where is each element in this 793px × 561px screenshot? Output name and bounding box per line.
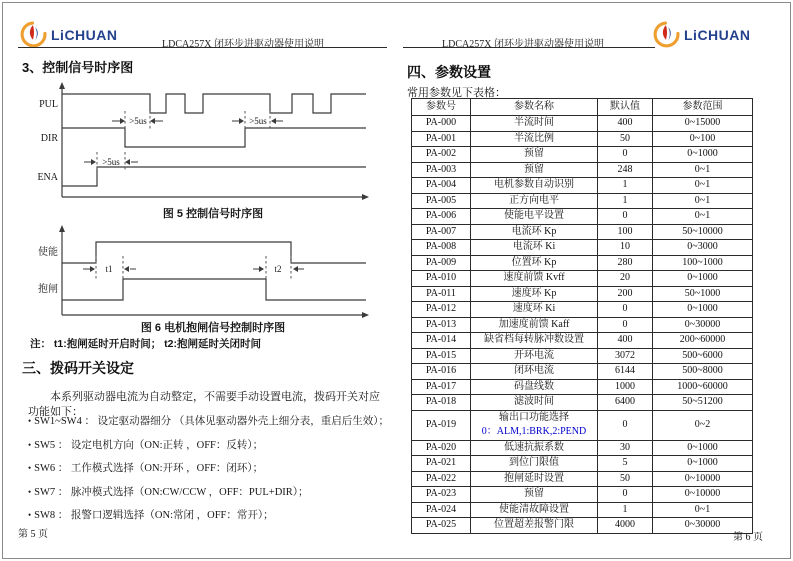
dip-switch-item <box>28 457 387 481</box>
param-row <box>412 379 753 395</box>
param-name: 速度环 Ki <box>512 303 556 314</box>
param-row <box>412 240 753 256</box>
param-range-cell: 0~1 <box>653 209 753 225</box>
param-name: 开环电流 <box>514 349 554 361</box>
param-name: 电流环 Ki <box>512 241 556 252</box>
param-name: 缺省档每转脉冲数设置 <box>484 334 584 345</box>
page-6 <box>403 18 777 550</box>
fig5-annotation-1: >5us <box>129 116 147 126</box>
page-number-left: 第 5 页 <box>18 529 48 540</box>
param-default-cell: 3072 <box>598 348 653 364</box>
param-default-cell: 0 <box>598 317 653 333</box>
param-name: 位置环 Kp <box>511 256 557 268</box>
param-name-cell <box>471 193 598 209</box>
param-range-cell: 0~3000 <box>653 240 753 256</box>
param-row <box>412 178 753 194</box>
param-name-cell <box>471 379 598 395</box>
param-default-cell: 50 <box>598 131 653 147</box>
param-default-cell: 400 <box>598 116 653 132</box>
param-name: 码盘线数 <box>514 380 554 392</box>
param-row <box>412 302 753 318</box>
param-name-cell <box>471 456 598 472</box>
param-name-cell <box>471 395 598 411</box>
section-dip-heading: 三、拨码开关设定 <box>22 360 134 376</box>
param-name: 加速度前馈 Kaff <box>498 318 570 330</box>
param-name-cell <box>471 364 598 380</box>
param-range-cell: 100~1000 <box>653 255 753 271</box>
param-name-cell <box>471 302 598 318</box>
param-default-cell: 0 <box>598 487 653 503</box>
fig5-label-dir: DIR <box>40 133 58 144</box>
param-default-cell: 1 <box>598 193 653 209</box>
fig5-timing-diagram <box>26 80 378 202</box>
param-default-cell: 1 <box>598 178 653 194</box>
col-header-range: 参数范围 <box>653 99 753 116</box>
fig6-label-enable: 使能 <box>38 247 58 258</box>
col-header-default: 默认值 <box>598 99 653 116</box>
param-default-cell: 400 <box>598 333 653 349</box>
bullet-icon: • <box>28 510 32 520</box>
page-number-right: 第 6 页 <box>733 532 763 543</box>
param-default-cell: 20 <box>598 271 653 287</box>
fig6-label-brake: 抱闸 <box>38 284 58 295</box>
fig5-annotation-2: >5us <box>249 116 267 126</box>
param-table <box>411 98 753 534</box>
bullet-icon: • <box>28 463 32 473</box>
param-range-cell: 0~1000 <box>653 440 753 456</box>
param-id-cell: PA-007 <box>412 224 471 240</box>
dip-switch-text: SW8 ： 报警口逻辑选择（ON:常闭 ，OFF：常开）； <box>34 510 274 521</box>
param-id-cell: PA-003 <box>412 162 471 178</box>
param-row <box>412 147 753 163</box>
param-name-cell <box>471 348 598 364</box>
param-id-cell: PA-018 <box>412 395 471 411</box>
param-name-cell <box>471 487 598 503</box>
param-name-cell <box>471 440 598 456</box>
fig5-label-pul: PUL <box>39 99 58 110</box>
bullet-icon: • <box>28 486 32 497</box>
param-name: 预留 <box>524 148 544 159</box>
param-default-cell: 6144 <box>598 364 653 380</box>
param-row <box>412 317 753 333</box>
param-range-cell: 0~10000 <box>653 471 753 487</box>
dip-switch-item <box>28 434 387 458</box>
param-id-cell: PA-020 <box>412 440 471 456</box>
param-table-header-row <box>412 99 753 116</box>
param-range-cell: 0~1 <box>653 162 753 178</box>
col-header-name: 参数名称 <box>471 99 598 116</box>
param-range-cell: 50~1000 <box>653 286 753 302</box>
param-name: 到位门限值 <box>509 457 559 468</box>
param-id-cell: PA-011 <box>412 286 471 302</box>
param-default-cell: 30 <box>598 440 653 456</box>
param-range-cell: 1000~60000 <box>653 379 753 395</box>
param-name-cell <box>471 286 598 302</box>
param-range-cell: 0~1000 <box>653 456 753 472</box>
param-row <box>412 333 753 349</box>
param-row <box>412 487 753 503</box>
param-row <box>412 502 753 518</box>
param-name-cell <box>471 162 598 178</box>
page-5 <box>18 18 389 550</box>
fig6-timing-diagram <box>26 222 378 320</box>
param-id-cell: PA-001 <box>412 131 471 147</box>
dip-switch-item <box>28 481 387 505</box>
fig6-note: 注： t1:抱闸延时开启时间； t2:抱闸延时关闭时间 <box>30 338 261 350</box>
param-id-cell: PA-013 <box>412 317 471 333</box>
param-id-cell: PA-005 <box>412 193 471 209</box>
param-id-cell: PA-025 <box>412 518 471 534</box>
param-id-cell: PA-004 <box>412 178 471 194</box>
param-id-cell: PA-022 <box>412 471 471 487</box>
dip-intro: 本系列驱动器电流为自动整定，不需要手动设置电流，拨码开关对应功能如下： <box>28 391 380 418</box>
param-default-cell: 200 <box>598 286 653 302</box>
doc-title: LDCA257X 闭环步进驱动器使用说明 <box>162 39 324 50</box>
param-name-cell <box>471 333 598 349</box>
param-id-cell: PA-000 <box>412 116 471 132</box>
param-name-cell <box>471 131 598 147</box>
param-name: 预留 <box>524 163 544 175</box>
param-table-container <box>411 98 753 534</box>
param-name: 电机参数自动识别 <box>494 179 574 190</box>
param-default-cell: 100 <box>598 224 653 240</box>
param-name-cell <box>471 502 598 518</box>
param-default-cell: 0 <box>598 147 653 163</box>
param-name: 输出口功能选择 <box>499 412 569 423</box>
param-name-cell <box>471 317 598 333</box>
section3-heading: 3、控制信号时序图 <box>22 60 134 75</box>
param-name-cell <box>471 209 598 225</box>
param-row <box>412 364 753 380</box>
param-name-cell <box>471 240 598 256</box>
dip-switch-item <box>28 504 387 528</box>
param-row <box>412 224 753 240</box>
param-name: 预留 <box>524 488 544 499</box>
param-name-cell <box>471 178 598 194</box>
param-id-cell: PA-012 <box>412 302 471 318</box>
param-row <box>412 456 753 472</box>
param-name: 滤波时间 <box>514 396 554 407</box>
param-name-cell <box>471 116 598 132</box>
fig6-t2-label: t2 <box>274 264 282 274</box>
param-default-cell: 0 <box>598 209 653 225</box>
param-id-cell: PA-021 <box>412 456 471 472</box>
param-range-cell: 0~1 <box>653 178 753 194</box>
param-default-cell: 5 <box>598 456 653 472</box>
param-id-cell: PA-002 <box>412 147 471 163</box>
param-name: 速度环 Kp <box>511 287 557 299</box>
param-default-cell: 6400 <box>598 395 653 411</box>
col-header-id: 参数号 <box>412 99 471 116</box>
param-name-cell <box>471 255 598 271</box>
param-id-cell: PA-014 <box>412 333 471 349</box>
param-range-cell: 200~60000 <box>653 333 753 349</box>
section4-heading: 四、参数设置 <box>407 64 491 80</box>
param-name-options: 0：ALM,1:BRK,2:PEND <box>481 426 587 437</box>
dip-switch-text: SW1~SW4 ： 设定驱动器细分 （具体见驱动器外壳上细分表，重启后生效）； <box>34 416 389 427</box>
dip-switch-text: SW5 ： 设定电机方向（ON:正转 ，OFF：反转）； <box>34 439 264 451</box>
param-range-cell: 0~30000 <box>653 317 753 333</box>
param-row <box>412 193 753 209</box>
param-row <box>412 116 753 132</box>
header-rule <box>18 47 387 48</box>
param-range-cell: 0~1 <box>653 502 753 518</box>
param-row <box>412 131 753 147</box>
param-name: 抱闸延时设置 <box>504 472 564 484</box>
param-name: 正方向电平 <box>509 194 559 206</box>
doc-title-right: LDCA257X 闭环步进驱动器使用说明 <box>442 39 604 50</box>
header-rule-right <box>403 47 655 48</box>
param-default-cell: 248 <box>598 162 653 178</box>
lichuan-logo-right <box>653 21 751 48</box>
param-range-cell: 50~51200 <box>653 395 753 411</box>
param-row <box>412 209 753 225</box>
fig6-caption: 图 6 电机抱闸信号控制时序图 <box>140 322 286 334</box>
param-row <box>412 286 753 302</box>
param-name-cell <box>471 410 598 440</box>
param-id-cell: PA-008 <box>412 240 471 256</box>
param-range-cell: 500~8000 <box>653 364 753 380</box>
param-name: 半流时间 <box>514 117 554 128</box>
param-range-cell: 500~6000 <box>653 348 753 364</box>
param-default-cell: 0 <box>598 302 653 318</box>
param-default-cell: 280 <box>598 255 653 271</box>
param-range-cell: 0~1000 <box>653 271 753 287</box>
brand-wordmark: LiCHUAN <box>684 26 751 43</box>
lichuan-logo-icon <box>20 21 47 48</box>
dip-switch-list <box>28 410 387 528</box>
param-name-cell <box>471 471 598 487</box>
param-name-cell <box>471 147 598 163</box>
param-row <box>412 471 753 487</box>
param-range-cell: 0~100 <box>653 131 753 147</box>
param-range-cell: 0~10000 <box>653 487 753 503</box>
param-default-cell: 1 <box>598 502 653 518</box>
param-id-cell: PA-016 <box>412 364 471 380</box>
lichuan-logo-icon <box>653 21 680 48</box>
param-row <box>412 348 753 364</box>
dip-switch-item <box>28 410 387 434</box>
param-name: 电流环 Kp <box>511 225 557 237</box>
param-row <box>412 255 753 271</box>
dip-switch-text: SW6 ： 工作模式选择（ON:开环 ，OFF：闭环）； <box>34 463 264 474</box>
param-table-body <box>412 116 753 534</box>
dip-switch-text: SW7 ： 脉冲模式选择（ON:CW/CCW ，OFF：PUL+DIR）； <box>34 486 309 498</box>
param-name: 半流比例 <box>514 132 554 144</box>
fig5-annotation-3: >5us <box>102 157 120 167</box>
param-id-cell: PA-009 <box>412 255 471 271</box>
param-default-cell: 0 <box>598 410 653 440</box>
param-range-cell: 0~2 <box>653 410 753 440</box>
param-id-cell: PA-015 <box>412 348 471 364</box>
bullet-icon: • <box>28 439 32 450</box>
param-id-cell: PA-024 <box>412 502 471 518</box>
param-default-cell: 50 <box>598 471 653 487</box>
param-row <box>412 410 753 440</box>
param-id-cell: PA-023 <box>412 487 471 503</box>
param-range-cell: 0~15000 <box>653 116 753 132</box>
param-default-cell: 4000 <box>598 518 653 534</box>
fig5-label-ena: ENA <box>37 172 58 183</box>
param-row <box>412 271 753 287</box>
param-name: 位置超差报警门限 <box>494 519 574 530</box>
table-intro: 常用参数见下表格： <box>407 87 506 99</box>
param-range-cell: 50~10000 <box>653 224 753 240</box>
param-name: 使能清故障设置 <box>499 503 569 515</box>
param-row <box>412 395 753 411</box>
bullet-icon: • <box>28 416 32 426</box>
fig5-caption: 图 5 控制信号时序图 <box>162 208 264 220</box>
param-name: 低速抗振系数 <box>504 441 564 453</box>
brand-wordmark: LiCHUAN <box>51 26 118 43</box>
param-default-cell: 10 <box>598 240 653 256</box>
param-name-cell <box>471 271 598 287</box>
param-range-cell: 0~1 <box>653 193 753 209</box>
param-id-cell: PA-010 <box>412 271 471 287</box>
param-range-cell: 0~1000 <box>653 302 753 318</box>
lichuan-logo <box>20 21 118 48</box>
param-id-cell: PA-017 <box>412 379 471 395</box>
fig6-t1-label: t1 <box>105 264 113 274</box>
param-row <box>412 440 753 456</box>
param-range-cell: 0~30000 <box>653 518 753 534</box>
param-name: 使能电平设置 <box>504 210 564 221</box>
param-name: 闭环电流 <box>514 365 554 376</box>
param-row <box>412 162 753 178</box>
param-range-cell: 0~1000 <box>653 147 753 163</box>
param-default-cell: 1000 <box>598 379 653 395</box>
param-id-cell: PA-019 <box>412 410 471 440</box>
param-name: 速度前馈 Kvff <box>503 272 565 283</box>
param-id-cell: PA-006 <box>412 209 471 225</box>
param-name-cell <box>471 518 598 534</box>
param-name-cell <box>471 224 598 240</box>
